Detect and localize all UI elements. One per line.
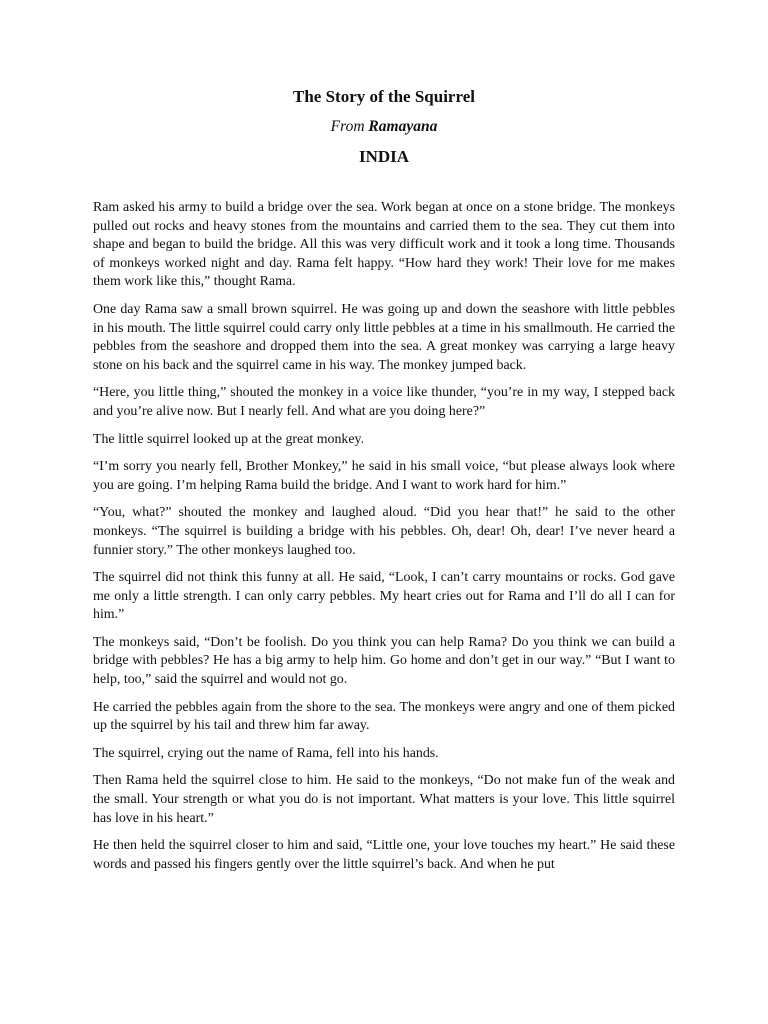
document-page [93,86,675,883]
paragraph-7: The squirrel did not think this funny at all. He said, “Look, I can’t carry mountains or rocks. God gave me only a little strength. I can only carry pebbles. My heart cries out for Rama and I’ll do all I can for him.” [93,570,675,623]
paragraph-8: The monkeys said, “Don’t be foolish. Do you think you can help Rama? Do you think we can build a bridge with pebbles? He has a big army to help him. Go home and don’t get in our way.” “But I want to help, too,” said the squirrel and would not go. [93,634,675,688]
paragraph-12: He then held the squirrel closer to him and said, “Little one, your love touches my heart.” He said these words and passed his fingers gently over the little squirrel’s back. And when he put [93,838,675,872]
paragraph-2: One day Rama saw a small brown squirrel. He was going up and down the seashore with little pebbles in his mouth. The little squirrel could carry only little pebbles at a time in his smallmouth. He carried the pebbles from the seashore and dropped them into the sea. A great monkey was carrying a large heavy stone on his back and the squirrel came in his way. The monkey jumped back. [93,301,675,373]
paragraph-6: “You, what?” shouted the monkey and laughed aloud. “Did you hear that!” he said to the other monkeys. “The squirrel is building a bridge with his pebbles. Oh, dear! Oh, dear! I’ve never heard a funnier story.” The other monkeys laughed too. [93,505,675,558]
source-prefix: From [330,118,365,135]
story-title: The Story of the Squirrel [293,87,475,106]
source-name: Ramayana [368,118,438,135]
story-country: INDIA [358,147,410,166]
paragraph-10: The squirrel, crying out the name of Rama, fell into his hands. [93,745,439,761]
paragraph-11: Then Rama held the squirrel close to him. He said to the monkeys, “Do not make fun of the weak and the small. Your strength or what you do is not important. What matters is your love. This little squirrel has love in his heart.” [93,773,675,826]
paragraph-3: “Here, you little thing,” shouted the monkey in a voice like thunder, “you’re in my way, I stepped back and you’re alive now. But I nearly fell. And what are you doing here?” [93,385,675,419]
paragraph-5: “I’m sorry you nearly fell, Brother Monkey,” he said in his small voice, “but please always look where you are going. I’m helping Rama build the bridge. And I want to work hard for him.” [93,459,675,493]
story-source [93,116,675,138]
paragraph-9: He carried the pebbles again from the shore to the sea. The monkeys were angry and one of them picked up the squirrel by his tail and threw him far away. [93,699,675,734]
paragraph-1: Ram asked his army to build a bridge over the sea. Work began at once on a stone bridge. The monkeys pulled out rocks and heavy stones from the mountains and carried them to the sea. They cut them into shape and began to build the bridge. All this was very difficult work and it took a long time. Thousands of monkeys worked night and day. Rama felt happy. “How hard they work! Their love for me makes them work like this,” thought Rama. [93,200,675,290]
paragraph-4: The little squirrel looked up at the great monkey. [93,431,365,447]
